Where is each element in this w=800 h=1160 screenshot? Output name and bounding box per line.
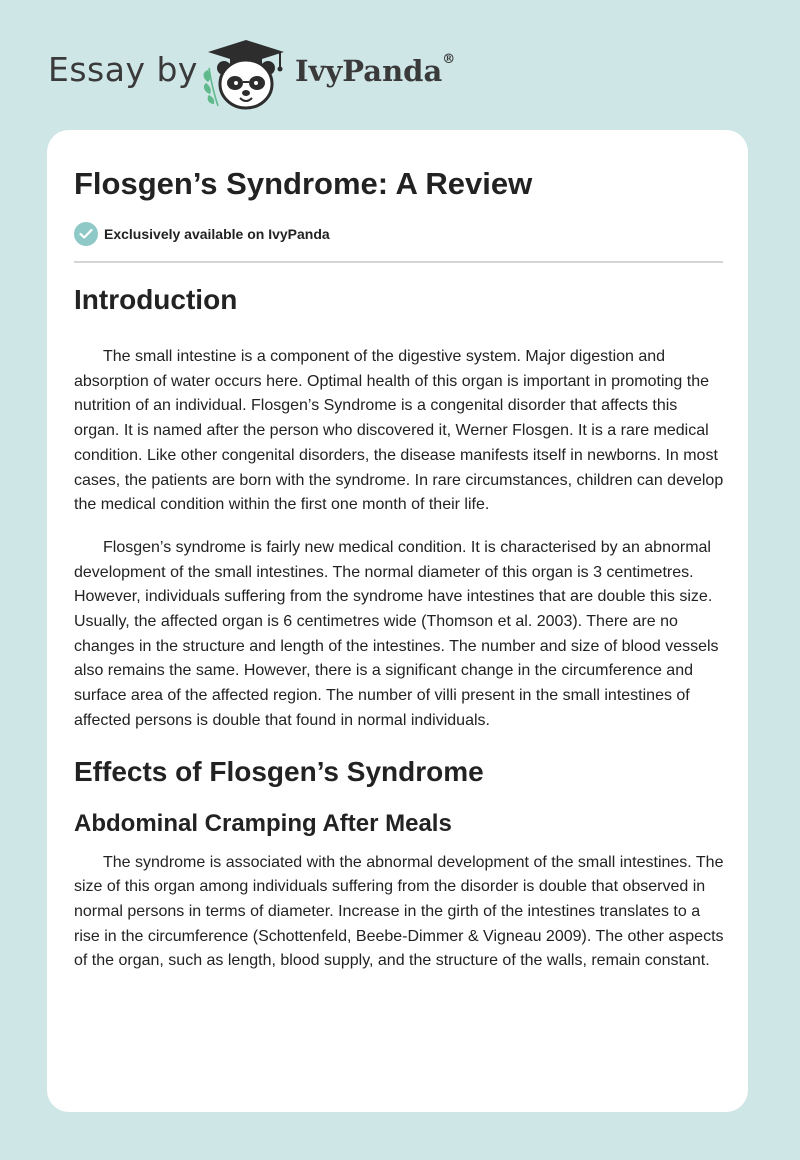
check-circle-icon	[74, 222, 98, 246]
paragraph-intro-2: Flosgen’s syndrome is fairly new medical condition. It is characterised by an abnormal development of the small intestines. The normal diameter of this organ is 3 centimetres. However, individuals suffering from the syndrome have intestines that are double this size. Usually, the affected organ is 6 centimetres wide (Thomson et al. 2003). There are no changes in the structure and length of the intestines. The number and size of blood vessels also remains the same. However, there is a significant change in the circumference and surface area of the affected region. The number of villi present in the small intestines of affected persons is double that found in normal individuals.	[74, 538, 719, 729]
article-card	[47, 130, 748, 1112]
article-body	[74, 278, 724, 974]
brand-text: IvyPanda	[295, 54, 443, 88]
heading-effects: Effects of Flosgen’s Syndrome	[74, 755, 484, 787]
panda-logo-icon[interactable]	[200, 38, 292, 112]
heading-introduction: Introduction	[74, 284, 238, 315]
title-divider	[74, 261, 723, 263]
exclusive-badge-text: Exclusively available on IvyPanda	[104, 226, 330, 242]
exclusive-badge	[74, 222, 330, 246]
site-header	[48, 36, 748, 116]
essay-by-label: Essay by	[48, 50, 198, 89]
article-title: Flosgen’s Syndrome: A Review	[74, 166, 533, 201]
brand-name[interactable]	[295, 54, 455, 88]
subheading-abdominal-cramping: Abdominal Cramping After Meals	[74, 809, 452, 837]
paragraph-effects-1: The syndrome is associated with the abnormal development of the small intestines. The size of this organ among individuals suffering from the disorder is double that observed in normal persons in terms of diameter. Increase in the girth of the intestines translates to a rise in the circumference (Schottenfeld, Beebe-Dimmer & Vigneau 2009). The other aspects of the organ, such as length, blood supply, and the structure of the walls, remain constant.	[74, 853, 724, 970]
registered-mark: ®	[442, 52, 456, 67]
paragraph-intro-1: The small intestine is a component of the digestive system. Major digestion and absorption of water occurs here. Optimal health of this organ is important in promoting the nutrition of an individual. Flosgen’s Syndrome is a congenital disorder that affects this organ. It is named after the person who discovered it, Werner Flosgen. It is a rare medical condition. Like other congenital disorders, the disease manifests itself in newborns. In most cases, the patients are born with the syndrome. In rare circumstances, children can develop the medical condition within the first one month of their life.	[74, 348, 724, 514]
